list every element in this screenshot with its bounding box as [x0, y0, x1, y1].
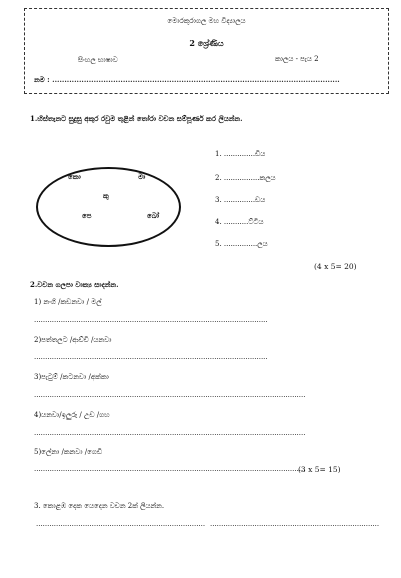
syllable-5: බෝ: [147, 211, 160, 220]
q2-item-4: 4)යනවා/ඉලුරු / උඩ /ගහ: [34, 411, 110, 419]
q2-item-3: 3)පැටුම් /කටනවා /අක්කා: [34, 373, 109, 381]
name-field: නම : ......................................................................................................................: [34, 75, 340, 84]
q2-item-1: 1) නංගි /කඩනවා / මල්: [34, 298, 102, 306]
header-box: [24, 8, 389, 94]
q2-answer-line-3: ..........................................................................................................................: [34, 391, 306, 399]
q2-answer-line-5: ..........................................................................................................................: [34, 465, 306, 473]
q1-blank-2: 2. ................කලය: [215, 174, 276, 182]
term-label: කාලය - පැය 2: [275, 55, 319, 63]
syllable-ellipse: [36, 167, 181, 247]
q2-answer-line-1: .........................................................................................................: [34, 316, 268, 324]
q1-blank-4: 4. ...........ට්ටිය: [215, 218, 264, 226]
q1-blank-1: 1. ..............ඩිය: [215, 150, 266, 158]
syllable-4: පෙ: [82, 211, 92, 220]
syllable-3: කු: [103, 191, 109, 200]
school-name: මොරකුරාගල මහ විද්‍යාලය: [167, 17, 246, 25]
q3-answer-line-1: ............................................................................: [36, 520, 206, 528]
q2-title: 2.වචන ගලපා වාක්‍ය සාදන්න.: [30, 280, 119, 289]
subject-label: සිංහල භාෂාව: [78, 56, 118, 64]
q2-item-2: 2)පත්තලට /ආච්චි /යනවා: [34, 336, 112, 344]
q1-score: (4 x 5= 20): [314, 262, 357, 271]
q1-blank-5: 5. ...............ලය: [215, 240, 268, 248]
syllable-2: මා: [138, 172, 146, 181]
syllable-1: කො: [68, 172, 81, 181]
grade-label: 2 ශ්‍රේණිය: [189, 38, 224, 48]
q2-item-5: 5)ලේනා /කනවා /ගෙඩි: [34, 448, 103, 456]
q1-title: 1.හිස්තැනට සුදුසු අකුර රවුම තුළින් තෝරා වචන සම්පූර්ණ කර ලියන්න.: [30, 114, 243, 123]
q2-answer-line-4: ..........................................................................................................................: [34, 429, 306, 437]
q2-score: (3 x 5= 15): [298, 465, 341, 474]
q1-blank-3: 3. ..............ඩය: [215, 196, 266, 204]
q2-answer-line-2: .........................................................................................................: [34, 353, 268, 361]
q3-answer-line-2: ............................................................................: [210, 520, 380, 528]
q3-title: 3. කොළඹ දෙක යෙදෙන වචන 2ක් ලියන්න.: [34, 502, 165, 510]
